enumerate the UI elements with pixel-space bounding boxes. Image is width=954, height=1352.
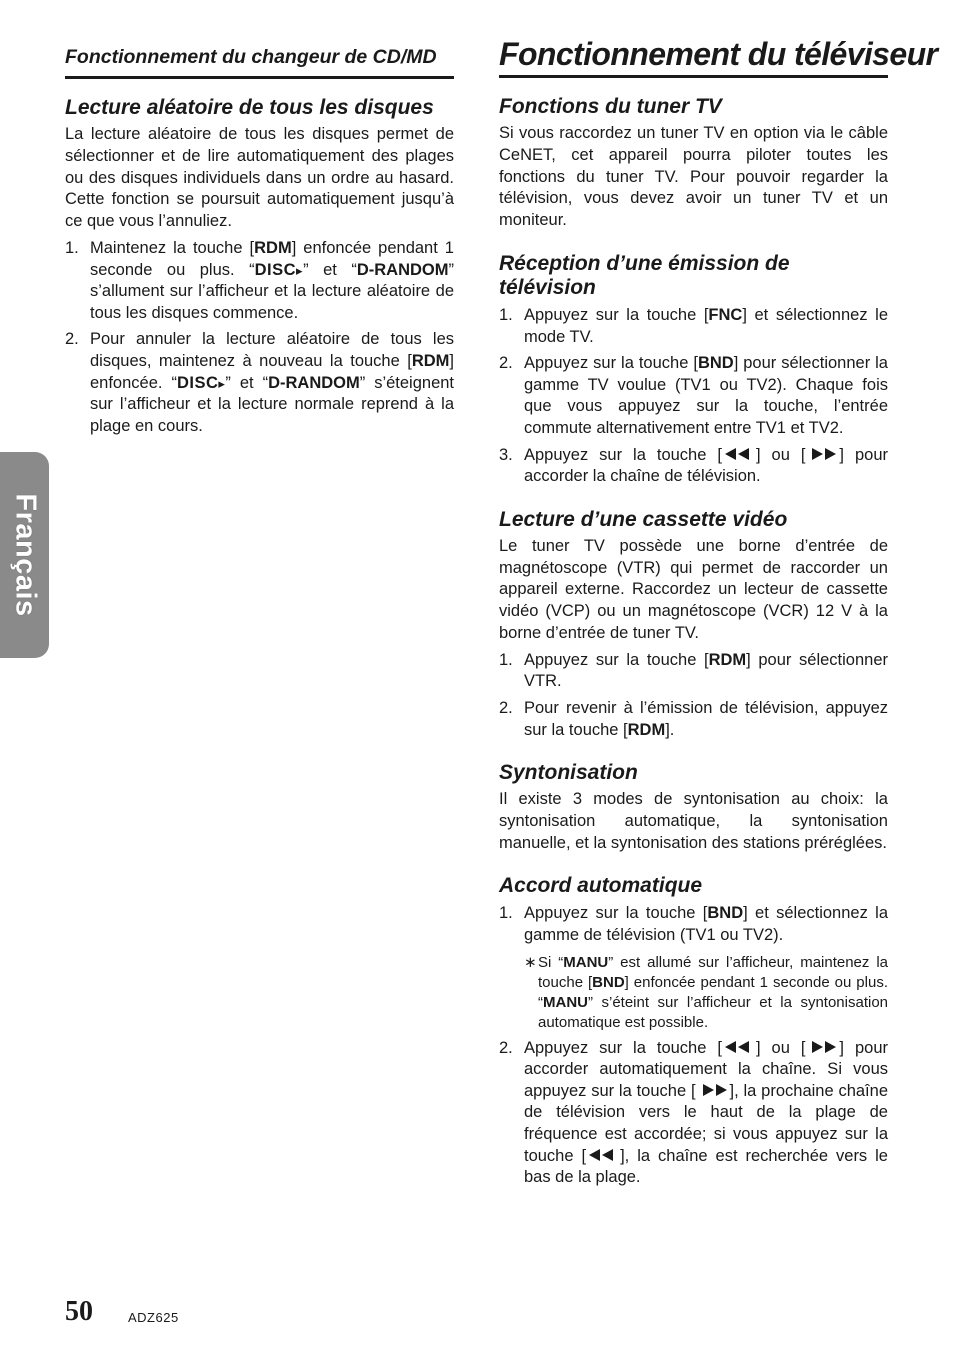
list-item: 2. Appuyez sur la touche [ ] ou [ ] pour accorder automatiquement la chaîne. Si vous appuyez sur la touche [ ], la prochaine chaîne de télévision vers le haut de la plage de fréquence est accordée; si vous appuyez sur la touche [ ], la chaîne est recherchée vers le bas de la plage.	[499, 1038, 888, 1187]
bnd-key: BND	[592, 973, 625, 991]
rewind-icon	[722, 1040, 756, 1054]
list-item: 2. Appuyez sur la touche [BND] pour sélectionner la gamme TV voulue (TV1 ou TV2). Chaque fois que vous appuyez sur la touche, l’entrée commute alternativement entre TV1 et TV2.	[499, 354, 888, 437]
list-item: 1. Appuyez sur la touche [FNC] et sélectionnez le mode TV.	[499, 305, 888, 346]
fast-forward-icon	[805, 447, 839, 461]
reception-heading: Réception d’une émission de télévision	[499, 251, 790, 299]
syntonisation-heading: Syntonisation	[499, 761, 638, 785]
page-number: 50	[65, 1296, 93, 1327]
rdm-key: RDM	[254, 238, 292, 257]
random-intro: La lecture aléatoire de tous les disques permet de sélectionner et de lire automatiquement des plages ou des disques individuels dans un ordre au hasard. Cette fonction se poursuit automatiquement jusqu’à ce que vous l’annuliez.	[65, 125, 454, 231]
accord-heading: Accord automatique	[499, 874, 703, 898]
accord-steps	[499, 903, 888, 1188]
model-code: ADZ625	[128, 1310, 179, 1325]
disc-indicator: DISC▸	[176, 373, 226, 392]
video-text: Le tuner TV possède une borne d’entrée de magnétoscope (VTR) qui permet de raccorder un appareil externe. Raccordez un lecteur de cassette vidéo (VCP) ou un magnétoscope (VCR) 12 V à la borne d’entrée de tuner TV.	[499, 536, 888, 642]
tuner-text: Si vous raccordez un tuner TV en option via le câble CeNET, cet appareil pourra piloter toutes les fonctions du tuner TV. Pour pouvoir regarder la télévision, vous devez avoir un tuner TV et un moniteur.	[499, 124, 888, 230]
fnc-key: FNC	[708, 305, 743, 324]
language-tab	[0, 452, 49, 658]
fast-forward-icon	[696, 1083, 730, 1097]
reception-steps	[499, 305, 888, 488]
manu-note: ∗ Si “MANU” est allumé sur l’afficheur, maintenez la touche [BND] enfoncée pendant 1 seconde ou plus. “MANU” s’éteint sur l’afficheur et la syntonisation automatique est possible.	[524, 953, 889, 1031]
rdm-key: RDM	[627, 720, 666, 739]
rdm-key: RDM	[411, 351, 450, 370]
random-heading: Lecture aléatoire de tous les disques	[65, 96, 434, 119]
syntonisation-text: Il existe 3 modes de syntonisation au choix: la syntonisation automatique, la syntonisation manuelle, et la syntonisation des stations préréglées.	[499, 790, 888, 852]
random-steps	[65, 238, 454, 437]
disc-indicator: DISC▸	[254, 260, 304, 279]
right-flow	[499, 95, 888, 1194]
list-item: 1. Maintenez la touche [RDM] enfoncée pendant 1 seconde ou plus. “DISC▸” et “D-RANDOM” s’allument sur l’afficheur et la lecture aléatoire de tous les disques commence.	[65, 238, 455, 322]
asterisk-icon: ∗	[524, 953, 537, 971]
play-triangle-icon: ▸	[296, 262, 304, 278]
page-title: Fonctionnement du téléviseur	[499, 36, 888, 78]
rdm-key: RDM	[708, 650, 747, 669]
fast-forward-icon	[805, 1040, 839, 1054]
left-flow	[65, 96, 454, 442]
section-header: Fonctionnement du changeur de CD/MD	[65, 46, 454, 79]
list-item: 2. Pour annuler la lecture aléatoire de tous les disques, maintenez à nouveau la touche [RDM] enfoncée. “DISC▸” et “D-RANDOM” s’éteignent sur l’afficheur et la lecture normale reprend à la plage en cours.	[65, 330, 455, 435]
d-random-indicator: D-RANDOM	[268, 373, 360, 392]
play-triangle-icon: ▸	[218, 375, 226, 391]
list-item: 1. Appuyez sur la touche [RDM] pour sélectionner VTR.	[499, 650, 888, 691]
manu-indicator: MANU	[563, 953, 609, 971]
video-steps	[499, 650, 888, 741]
tuner-heading: Fonctions du tuner TV	[499, 95, 722, 118]
manu-indicator: MANU	[543, 993, 588, 1011]
rewind-icon	[722, 447, 756, 461]
d-random-indicator: D-RANDOM	[356, 260, 449, 279]
list-item: 3. Appuyez sur la touche [ ] ou [ ] pour accorder la chaîne de télévision.	[499, 445, 888, 486]
rewind-icon	[586, 1148, 620, 1162]
list-item: 2. Pour revenir à l’émission de télévision, appuyez sur la touche [RDM].	[499, 698, 888, 739]
bnd-key: BND	[707, 904, 744, 923]
video-heading: Lecture d’une cassette vidéo	[499, 507, 788, 531]
language-tab-label: Français	[9, 493, 41, 617]
bnd-key: BND	[697, 354, 734, 373]
list-item: 1. Appuyez sur la touche [BND] et sélectionnez la gamme de télévision (TV1 ou TV2). ∗ Si “MANU” est allumé sur l’afficheur, maintenez la touche [BND] enfoncée pendant 1 seconde ou plus. “MANU” s’éteint sur l’afficheur et la syntonisation automatique est possible.	[499, 904, 889, 1031]
